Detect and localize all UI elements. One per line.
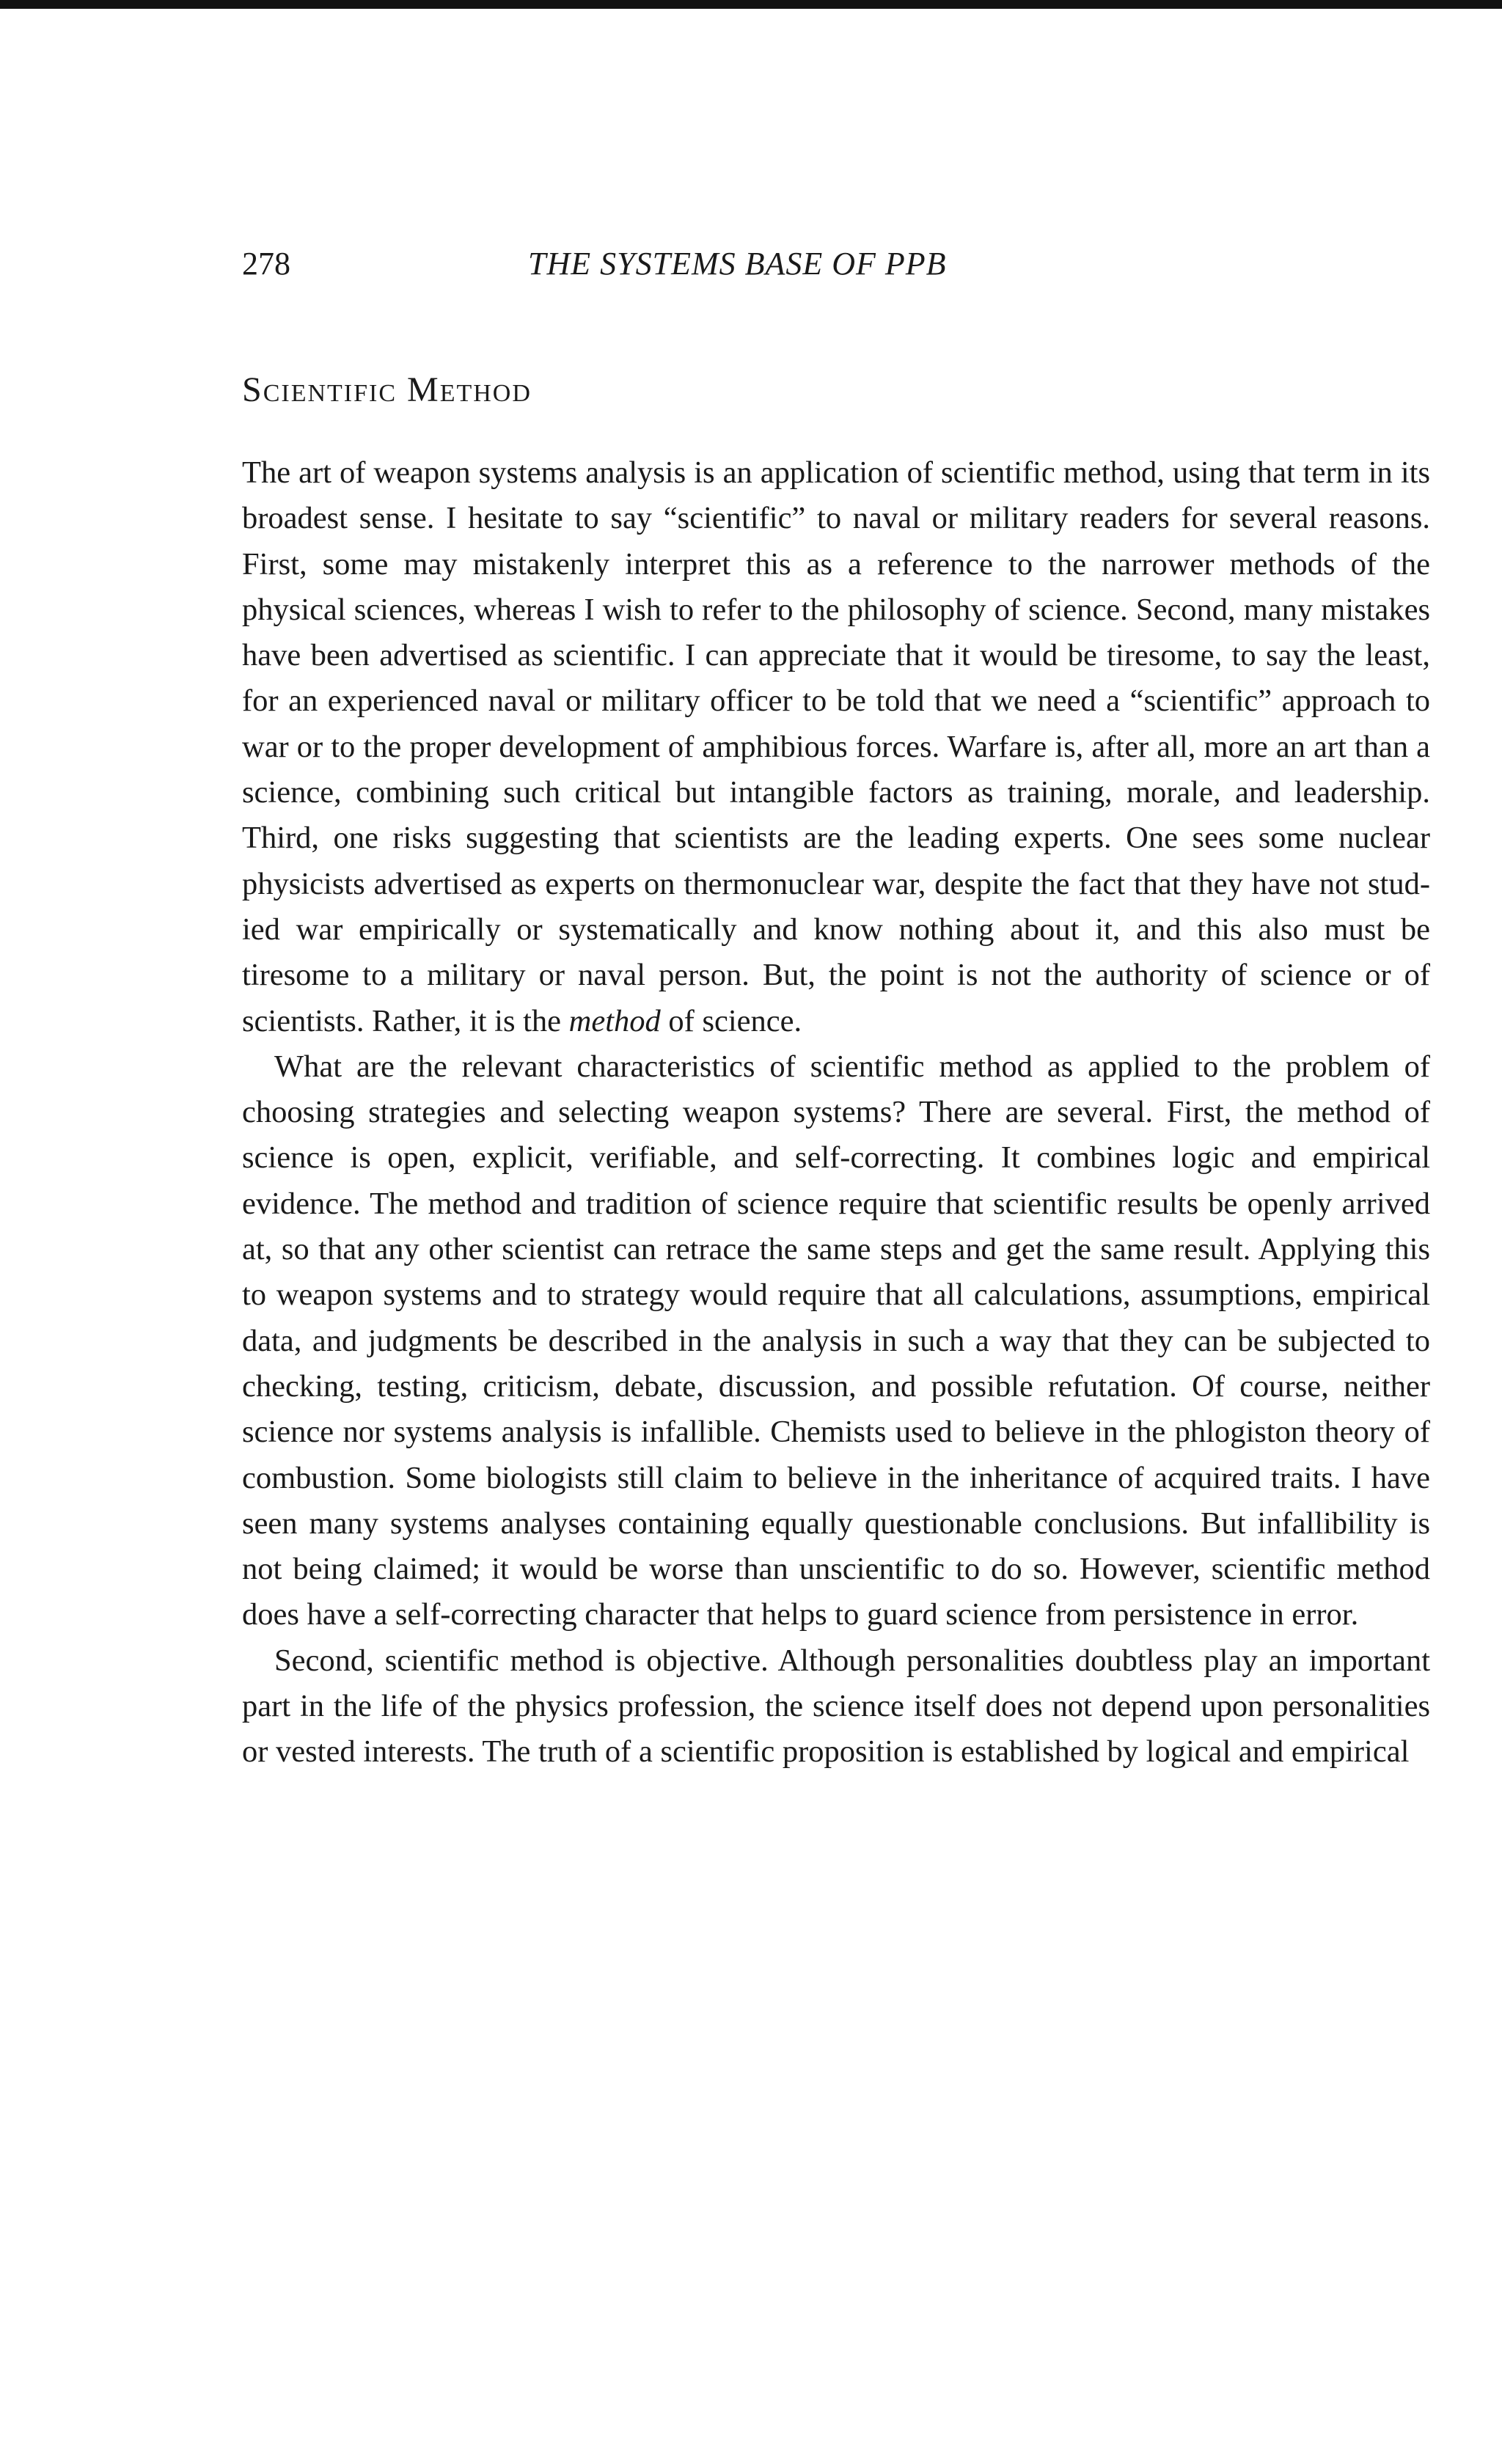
page-number: 278 <box>242 246 290 282</box>
running-head <box>242 242 1430 286</box>
running-title: THE SYSTEMS BASE OF PPB <box>528 246 947 282</box>
paragraph-1-text: The art of weapon systems analysis is an application of scientific method, using that term in its broadest sense. I hesitate to say “scientific” to naval or military readers for several reasons. First, some may mistakenly interpret this as a reference to the narrower methods of the physical sciences, whereas I wish to refer to the philosophy of science. Second, many mistakes have been advertised as scientific. I can appreciate that it would be tiresome, to say the least, for an experienced naval or military officer to be told that we need a “scientific” approach to war or to the proper development of amphibious forces. Warfare is, after all, more an art than a science, combining such critical but intangible factors as training, morale, and leadership. Third, one risks suggesting that scientists are the leading experts. One sees some nuclear physicists advertised as experts on thermonuclear war, despite the fact that they have not studied war empirically or systematically and know nothing about it, and this also must be tiresome to a military or naval person. But, the point is not the authority of science or of scientists. Rather, it is the <box>242 455 1430 1038</box>
paragraph-3: Second, scientific method is objective. Although personalities doubtless play an important part in the life of the physics profession, the science itself does not depend upon personalities or vested interests. The truth of a scientific proposition is established by logical and empirical <box>242 1643 1430 1770</box>
paragraph-1-emphasis: method <box>568 1003 661 1038</box>
book-page <box>242 242 1430 1775</box>
paragraph-1 <box>242 450 1430 1044</box>
body-text <box>242 450 1430 1775</box>
paragraph-1-text-end: of science. <box>660 1003 802 1038</box>
section-heading: Scientific Method <box>242 370 532 409</box>
top-edge-rule <box>0 0 1502 9</box>
paragraph-2: What are the relevant characteristics of scientific method as applied to the problem of choosing strategies and selecting weapon systems? There are several. First, the method of science is open, explicit, verifiable, and self-correcting. It combines logic and empirical evidence. The method and tradition of science require that scientific results be openly arrived at, so that any other scientist can retrace the same steps and get the same result. Applying this to weapon systems and to strategy would require that all calculations, assumptions, empirical data, and judgments be described in the analysis in such a way that they can be subjected to checking, testing, criticism, debate, discussion, and possible refutation. Of course, neither science nor systems analysis is infallible. Chemists used to believe in the phlogiston theory of combustion. Some biologists still claim to believe in the inheritance of acquired traits. I have seen many systems analyses containing equally questionable conclusions. But infallibility is not being claimed; it would be worse than unscientific to do so. However, scientific method does have a self-correcting character that helps to guard science from persistence in error. <box>242 1049 1430 1632</box>
